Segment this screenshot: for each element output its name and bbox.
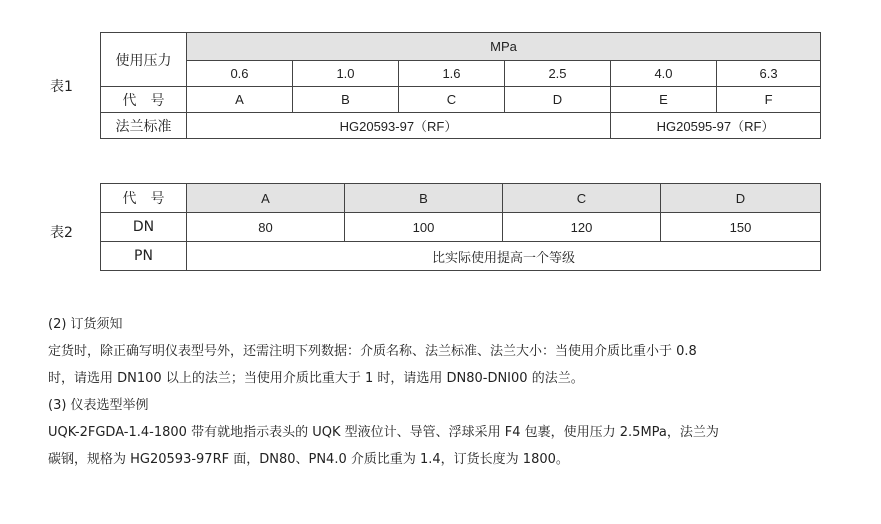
dn-cell: 150 xyxy=(661,213,821,242)
table1-label: 表1 xyxy=(50,79,73,95)
code-header: 代 号 xyxy=(101,87,187,113)
code-cell: E xyxy=(611,87,717,113)
unit-header: MPa xyxy=(187,33,821,61)
code-cell: A xyxy=(187,87,293,113)
code-cell: F xyxy=(717,87,821,113)
code-cell: C xyxy=(399,87,505,113)
table2-label: 表2 xyxy=(50,225,73,241)
pn-cell: 比实际使用提高一个等级 xyxy=(187,242,821,271)
flange-header: 法兰标准 xyxy=(101,113,187,139)
dn-code-table xyxy=(100,183,821,271)
code-cell: C xyxy=(503,184,661,213)
code-cell: D xyxy=(505,87,611,113)
code-cell: B xyxy=(293,87,399,113)
dn-cell: 100 xyxy=(345,213,503,242)
flange-standard-cell: HG20595-97（RF） xyxy=(611,113,821,139)
flange-standard-cell: HG20593-97（RF） xyxy=(187,113,611,139)
pressure-cell: 2.5 xyxy=(505,61,611,87)
code-cell: B xyxy=(345,184,503,213)
code-cell: D xyxy=(661,184,821,213)
pressure-cell: 4.0 xyxy=(611,61,717,87)
code-header: 代 号 xyxy=(101,184,187,213)
pressure-code-table xyxy=(100,32,821,139)
pressure-cell: 1.0 xyxy=(293,61,399,87)
pressure-header: 使用压力 xyxy=(101,33,187,87)
pn-header: PN xyxy=(101,242,187,271)
pressure-cell: 1.6 xyxy=(399,61,505,87)
example-line: 碳钢，规格为 HG20593-97RF 面，DN80、PN4.0 介质比重为 1.4，订货长度为 1800。 xyxy=(48,452,569,467)
order-line: 定货时，除正确写明仪表型号外，还需注明下列数据：介质名称、法兰标准、法兰大小：当使用介质比重小于 0.8 xyxy=(48,344,697,359)
dn-cell: 120 xyxy=(503,213,661,242)
example-heading: (3) 仪表选型举例 xyxy=(48,398,149,413)
order-heading: (2) 订货须知 xyxy=(48,317,123,332)
code-cell: A xyxy=(187,184,345,213)
pressure-cell: 0.6 xyxy=(187,61,293,87)
dn-header: DN xyxy=(101,213,187,242)
order-line: 时，请选用 DN100 以上的法兰；当使用介质比重大于 1 时，请选用 DN80-DNI00 的法兰。 xyxy=(48,371,584,386)
dn-cell: 80 xyxy=(187,213,345,242)
example-line: UQK-2FGDA-1.4-1800 带有就地指示表头的 UQK 型液位计、导管、浮球采用 F4 包裹，使用压力 2.5MPa，法兰为 xyxy=(48,425,719,440)
pressure-cell: 6.3 xyxy=(717,61,821,87)
